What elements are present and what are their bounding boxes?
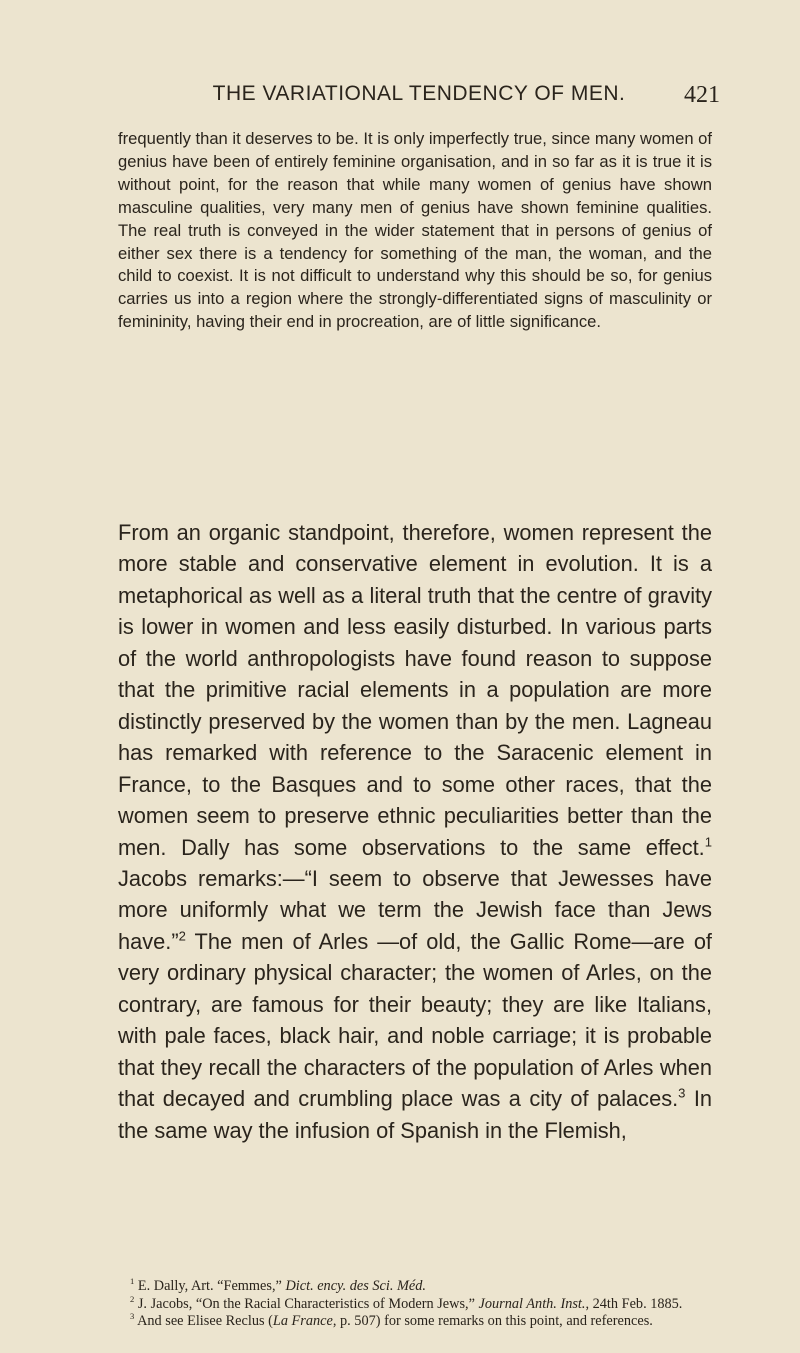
footnote-after: , p. 507) for some remarks on this point, and references.	[332, 1313, 653, 1330]
paragraph-1-text: frequently than it deserves to be. It is only imperfectly true, since many women of genius have been of entirely feminine organisation, and in so far as it is true it is without point, for the reason that while many women of genius have shown masculine qualities, very many men of genius have shown feminine qualities. The real truth is conveyed in the wider statement that in persons of genius of either sex there is a tendency for something of the man, the woman, and the child to coexist. It is not difficult to understand why this should be so, for genius carries us into a region where the strongly-differentiated signs of masculinity or femininity, having their end in procreation, are of little significance.	[118, 129, 712, 332]
page-header	[118, 82, 720, 112]
paragraph-2-text	[118, 517, 712, 1146]
running-title: THE VARIATIONAL TENDENCY OF MEN.	[212, 82, 626, 105]
footnote-marker: 1	[130, 1276, 135, 1287]
footnote-ref-3[interactable]: 3	[678, 1085, 686, 1101]
footnote-italic: Journal Anth. Inst.	[478, 1295, 586, 1312]
footnotes	[118, 1278, 712, 1331]
footnote-after: , 24th Feb. 1885.	[585, 1295, 683, 1312]
footnote-2	[118, 1293, 712, 1314]
footnote-marker: 2	[130, 1293, 135, 1304]
footnote-text: J. Jacobs, “On the Racial Characteristics of Modern Jews,”	[134, 1295, 479, 1312]
page-number: 421	[684, 82, 720, 108]
footnote-ref-2[interactable]: 2	[178, 928, 186, 944]
paragraph-continued	[118, 128, 712, 334]
footnote-ref-1[interactable]: 1	[704, 834, 712, 850]
footnote-1	[118, 1278, 712, 1296]
footnote-italic: La France	[272, 1313, 333, 1330]
paragraph-2-part-c: The men of Arles —of old, the Gallic Rome—are of very ordinary physical character; the women of Arles, on the contrary, are famous for their beauty; they are like Italians, with pale faces, black hair, and noble carriage; it is probable that they recall the characters of the population of Arles when that decayed and crumbling place was a city of palaces.	[118, 928, 712, 1112]
footnote-text: And see Elisee Reclus (	[134, 1313, 273, 1330]
footnote-italic: Dict. ency. des Sci. Méd.	[285, 1278, 426, 1294]
paragraph-2-part-a: From an organic standpoint, therefore, women represent the more stable and conservative element in evolution. It is a metaphorical as well as a literal truth that the centre of gravity is lower in women and less easily disturbed. In various parts of the world anthropologists have found reason to suppose that the primitive racial elements in a population are more distinctly preserved by the women than by the men. Lagneau has remarked with reference to the Saracenic element in France, to the Basques and to some other races, that the women seem to preserve ethnic peculiarities better than the men. Dally has some observations to the same effect.	[118, 520, 712, 860]
paragraph-main	[118, 517, 712, 1146]
paragraph-2-part-b: Jacobs remarks:—“I seem to observe that Jewesses have more uniformly what we term the Jewish face than Jews have.”	[118, 865, 712, 954]
paragraph-2-part-d: In the same way the infusion of Spanish in the Flemish,	[118, 1086, 713, 1143]
footnote-marker: 3	[130, 1311, 135, 1322]
footnote-3	[118, 1313, 712, 1331]
footnote-text: E. Dally, Art. “Femmes,”	[134, 1278, 286, 1294]
